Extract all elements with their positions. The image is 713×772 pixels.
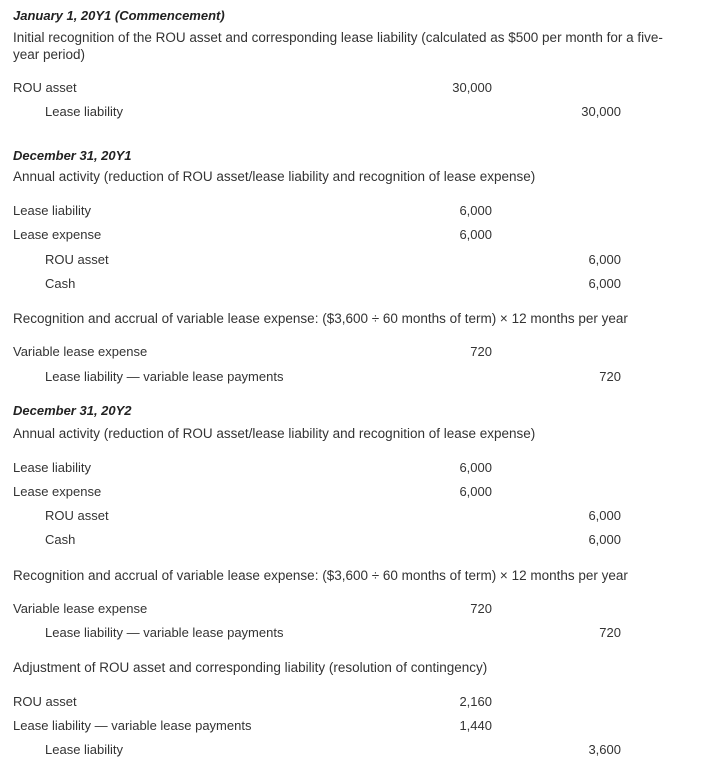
journal-entry-row: [0, 718, 713, 736]
account-name: Lease liability — variable lease payments: [45, 369, 284, 384]
credit-amount: 3,600: [588, 742, 621, 757]
journal-entry-row: [0, 276, 713, 294]
journal-entry-row: [0, 742, 713, 760]
credit-amount: 6,000: [588, 252, 621, 267]
journal-entry-row: [0, 694, 713, 712]
debit-amount: 6,000: [459, 460, 492, 475]
journal-entry-row: [0, 508, 713, 526]
account-name: Lease liability: [45, 104, 124, 119]
account-name: ROU asset: [13, 694, 77, 709]
journal-entry-row: [0, 484, 713, 502]
journal-entry-row: [0, 252, 713, 270]
credit-amount: 6,000: [588, 508, 621, 523]
journal-entry-row: [0, 460, 713, 478]
section-heading: January 1, 20Y1 (Commencement): [13, 8, 225, 23]
journal-entry-row: [0, 601, 713, 619]
journal-entry-row: [0, 104, 713, 122]
credit-amount: 6,000: [588, 532, 621, 547]
journal-entry-row: [0, 532, 713, 550]
debit-amount: 6,000: [459, 227, 492, 242]
account-name: Lease liability — variable lease payments: [45, 625, 284, 640]
debit-amount: 6,000: [459, 203, 492, 218]
account-name: Lease expense: [13, 484, 102, 499]
account-name: Variable lease expense: [13, 601, 148, 616]
account-name: Lease liability: [45, 742, 124, 757]
account-name: ROU asset: [45, 508, 109, 523]
journal-entry-row: [0, 203, 713, 221]
journal-entry-row: [0, 344, 713, 362]
section-description: Annual activity (reduction of ROU asset/lease liability and recognition of lease expense): [13, 426, 536, 441]
section-description: Recognition and accrual of variable lease expense: ($3,600 ÷ 60 months of term) × 12 months per year: [13, 568, 628, 583]
account-name: Cash: [45, 532, 76, 547]
debit-amount: 6,000: [459, 484, 492, 499]
account-name: Lease liability — variable lease payments: [13, 718, 252, 733]
section-description: Adjustment of ROU asset and corresponding liability (resolution of contingency): [13, 660, 488, 675]
account-name: ROU asset: [45, 252, 109, 267]
journal-entry-row: [0, 227, 713, 245]
section-heading: December 31, 20Y1: [13, 148, 132, 163]
section-description: Annual activity (reduction of ROU asset/lease liability and recognition of lease expense): [13, 169, 536, 184]
debit-amount: 720: [470, 601, 492, 616]
credit-amount: 720: [599, 625, 621, 640]
journal-entry-row: [0, 80, 713, 98]
account-name: Lease liability: [13, 203, 92, 218]
credit-amount: 30,000: [581, 104, 621, 119]
account-name: Cash: [45, 276, 76, 291]
debit-amount: 720: [470, 344, 492, 359]
credit-amount: 720: [599, 369, 621, 384]
journal-entry-row: [0, 369, 713, 387]
section-heading: December 31, 20Y2: [13, 403, 132, 418]
account-name: Lease liability: [13, 460, 92, 475]
section-description: Initial recognition of the ROU asset and corresponding lease liability (calculated as $500 per month for a five-year period): [13, 30, 663, 62]
account-name: Variable lease expense: [13, 344, 148, 359]
journal-entry-row: [0, 625, 713, 643]
debit-amount: 2,160: [459, 694, 492, 709]
debit-amount: 1,440: [459, 718, 492, 733]
credit-amount: 6,000: [588, 276, 621, 291]
account-name: ROU asset: [13, 80, 77, 95]
account-name: Lease expense: [13, 227, 102, 242]
debit-amount: 30,000: [452, 80, 492, 95]
section-description: Recognition and accrual of variable lease expense: ($3,600 ÷ 60 months of term) × 12 months per year: [13, 311, 628, 326]
